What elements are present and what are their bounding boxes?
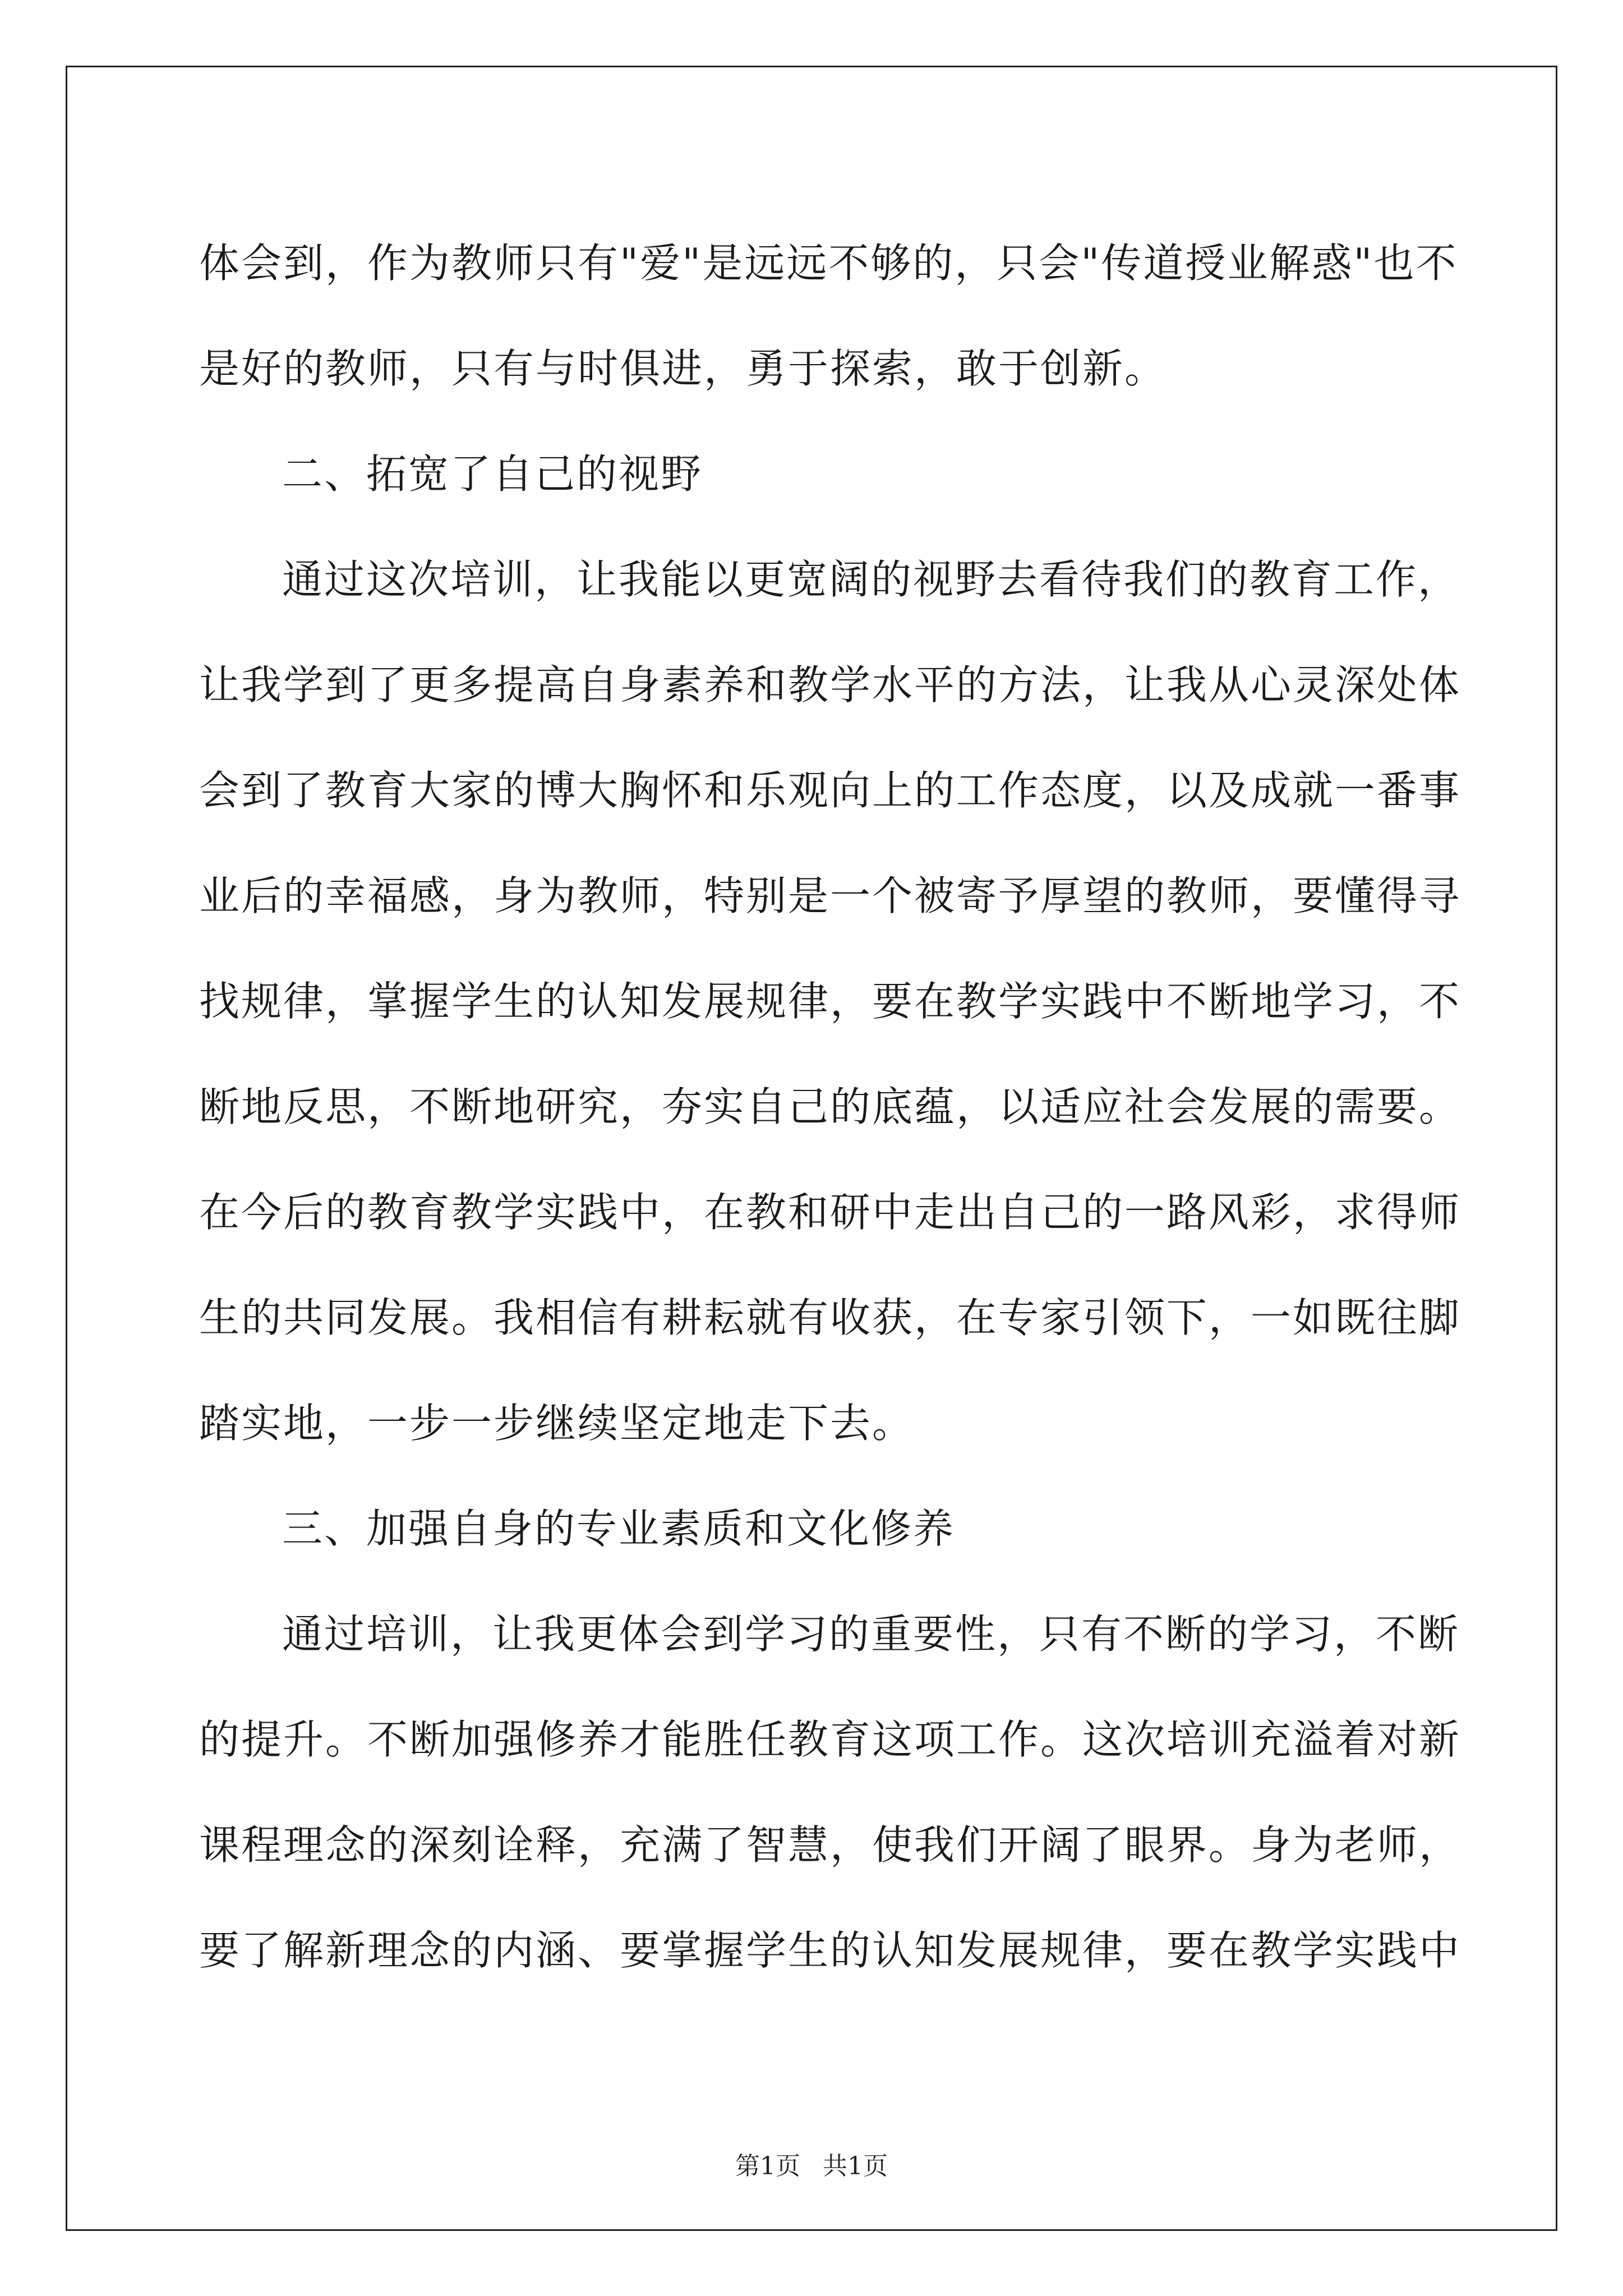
text-line: 会到了教育大家的博大胸怀和乐观向上的工作态度，以及成就一番事 bbox=[199, 767, 1461, 814]
text-line: 踏实地，一步一步继续坚定地走下去。 bbox=[199, 1400, 915, 1447]
document-body bbox=[199, 210, 1461, 2003]
text-line: 三、加强自身的专业素质和文化修养 bbox=[282, 1505, 956, 1552]
text-line: 找规律，掌握学生的认知发展规律，要在教学实践中不断地学习，不 bbox=[199, 978, 1461, 1025]
text-line: 生的共同发展。我相信有耕耘就有收获，在专家引领下，一如既往脚 bbox=[199, 1294, 1461, 1341]
text-line: 让我学到了更多提高自身素养和教学水平的方法，让我从心灵深处体 bbox=[199, 661, 1461, 708]
text-line: 业后的幸福感，身为教师，特别是一个被寄予厚望的教师，要懂得寻 bbox=[199, 872, 1461, 919]
page-number: 第1页 bbox=[735, 2152, 800, 2180]
text-line: 二、拓宽了自己的视野 bbox=[282, 450, 703, 498]
text-line: 要了解新理念的内涵、要掌握学生的认知发展规律，要在教学实践中 bbox=[199, 1927, 1461, 1974]
text-line: 体会到，作为教师只有"爱"是远远不够的，只会"传道授业解惑"也不 bbox=[199, 240, 1458, 287]
page-total: 共1页 bbox=[823, 2152, 888, 2180]
text-line: 通过培训，让我更体会到学习的重要性，只有不断的学习，不断 bbox=[282, 1611, 1460, 1658]
page-footer bbox=[0, 2150, 1623, 2183]
text-line: 的提升。不断加强修养才能胜任教育这项工作。这次培训充溢着对新 bbox=[199, 1716, 1461, 1763]
text-line: 在今后的教育教学实践中，在教和研中走出自己的一路风彩，求得师 bbox=[199, 1189, 1461, 1236]
text-line: 是好的教师，只有与时俱进，勇于探索，敢于创新。 bbox=[199, 345, 1167, 392]
text-line: 课程理念的深刻诠释，充满了智慧，使我们开阔了眼界。身为老师， bbox=[199, 1821, 1461, 1869]
text-line: 通过这次培训，让我能以更宽阔的视野去看待我们的教育工作， bbox=[282, 556, 1460, 603]
text-line: 断地反思，不断地研究，夯实自己的底蕴，以适应社会发展的需要。 bbox=[199, 1083, 1461, 1130]
